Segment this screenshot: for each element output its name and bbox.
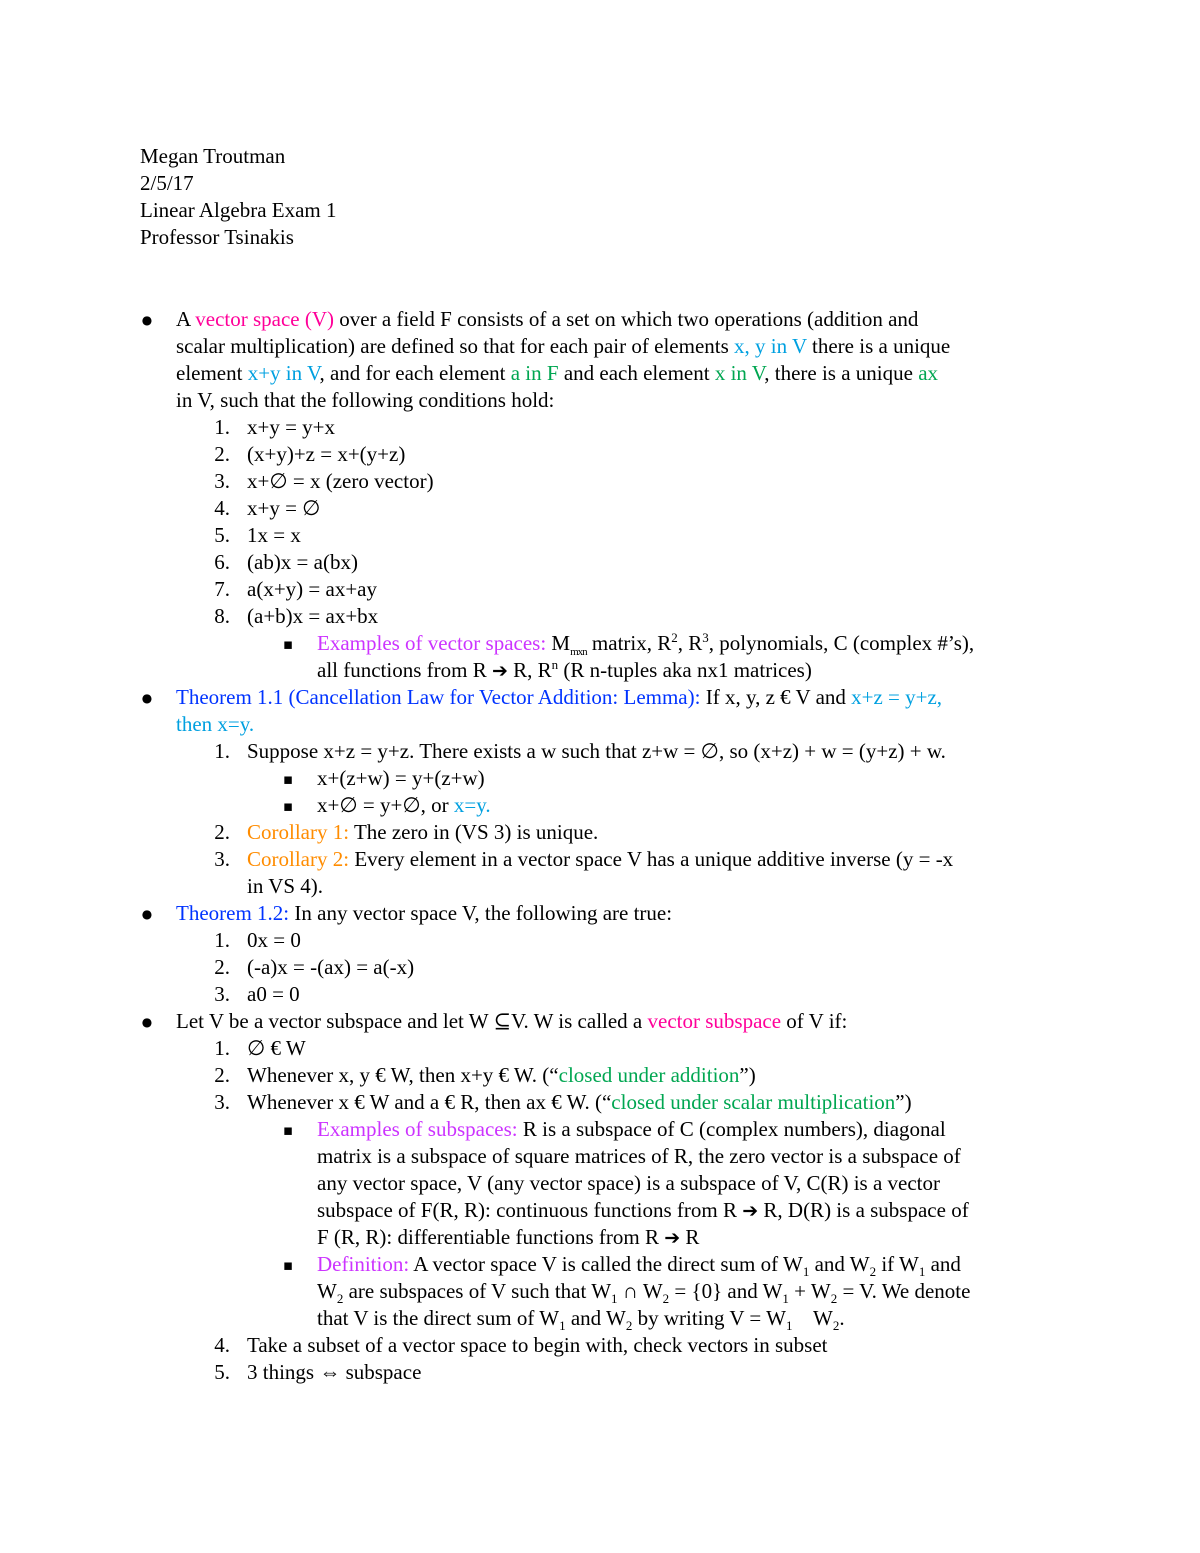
list-number: 1. [214, 739, 230, 763]
list-number: 7. [214, 577, 230, 601]
examples-vector-spaces-cont: all functions from R ➔ R, $R^n$ (R n-tuples aka nx1 matrices) [317, 657, 812, 682]
sub-item: x+∅ = y+∅, or x=y. [317, 793, 491, 817]
list-item: (x+y)+z = x+(y+z) [247, 442, 406, 466]
list-number: 3. [214, 1090, 230, 1114]
examples-vector-spaces: Examples of vector spaces: $M_{mxn}$ matrix, $R^2$, $R^3$, polynomials, C (complex #’s), [317, 630, 975, 659]
list-item: Suppose x+z = y+z. There exists a w such that z+w = ∅, so (x+z) + w = (y+z) + w. [247, 739, 946, 763]
definition-direct-sum: Definition: A vector space V is called the direct sum of $W_1$ and $W_2$ if $W_1$ and [317, 1252, 961, 1280]
professor-name: Professor Tsinakis [140, 225, 294, 249]
list-item: Whenever x € W and a € R, then ax € W. (“closed under scalar multiplication”) [247, 1090, 912, 1114]
list-item: Take a subset of a vector space to begin with, check vectors in subset [247, 1333, 828, 1357]
list-item: (ab)x = a(bx) [247, 550, 358, 574]
list-number: 4. [214, 1333, 230, 1357]
course-title: Linear Algebra Exam 1 [140, 198, 337, 222]
list-item: (a+b)x = ax+bx [247, 604, 379, 628]
right-arrow-icon: ➔ [742, 1200, 759, 1222]
list-item: (-a)x = -(ax) = a(-x) [247, 955, 415, 979]
list-number: 2. [214, 1063, 230, 1087]
square-bullet-icon [282, 765, 294, 794]
list-number: 2. [214, 820, 230, 844]
theorem-1-2: Theorem 1.2: In any vector space V, the following are true: [176, 901, 673, 925]
list-item: 1x = x [247, 523, 301, 547]
corollary-2: Corollary 2: Every element in a vector space V has a unique additive inverse (y = -x [247, 847, 954, 871]
list-number: 6. [214, 550, 230, 574]
bullet-icon [140, 900, 154, 930]
theorem-1-1: Theorem 1.1 (Cancellation Law for Vector Addition: Lemma): If x, y, z € V and x+z = y+z, [176, 685, 943, 709]
term-vector-space: vector space (V) [195, 307, 335, 331]
corollary-1: Corollary 1: The zero in (VS 3) is unique. [247, 820, 599, 844]
list-number: 3. [214, 847, 230, 871]
bullet-icon [140, 1008, 154, 1038]
examples-subspaces-cont: F (R, R): differentiable functions from R ➔ R [317, 1225, 700, 1249]
list-number: 1. [214, 415, 230, 439]
b1-line-1: A vector space (V) over a field F consists of a set on which two operations (addition and [176, 307, 919, 331]
list-item: a0 = 0 [247, 982, 300, 1006]
right-arrow-icon: ➔ [491, 660, 508, 682]
examples-subspaces-cont: matrix is a subspace of square matrices of R, the zero vector is a subspace of [317, 1144, 961, 1168]
list-item: a(x+y) = ax+ay [247, 577, 377, 601]
list-number: 8. [214, 604, 230, 628]
list-item: x+∅ = x (zero vector) [247, 469, 434, 493]
list-item: 0x = 0 [247, 928, 301, 952]
square-bullet-icon [282, 630, 294, 659]
list-number: 2. [214, 442, 230, 466]
corollary-2-cont: in VS 4). [247, 874, 324, 898]
list-number: 3. [214, 982, 230, 1006]
b1-line-4: in V, such that the following conditions hold: [176, 388, 555, 412]
theorem-1-1-cont: then x=y. [176, 712, 255, 736]
list-item: ∅ € W [247, 1036, 306, 1060]
list-number: 1. [214, 1036, 230, 1060]
definition-direct-sum-cont: $W_2$ are subspaces of V such that $W_1$ ∩ $W_2 = \{0\}$ and $W_1 + W_2 = V$. We denote [317, 1279, 971, 1307]
date: 2/5/17 [140, 171, 194, 195]
examples-subspaces-cont: subspace of F(R, R): continuous functions from R ➔ R, D(R) is a subspace of [317, 1198, 969, 1222]
right-arrow-icon: ➔ [664, 1227, 681, 1249]
list-number: 5. [214, 523, 230, 547]
list-number: 2. [214, 955, 230, 979]
examples-subspaces: Examples of subspaces: R is a subspace of C (complex numbers), diagonal [317, 1117, 946, 1141]
square-bullet-icon [282, 1116, 294, 1145]
bullet-icon [140, 306, 154, 336]
list-number: 3. [214, 469, 230, 493]
list-item: Whenever x, y € W, then x+y € W. (“closed under addition”) [247, 1063, 756, 1087]
list-item: x+y = y+x [247, 415, 336, 439]
list-item: x+y = ∅ [247, 496, 321, 520]
square-bullet-icon [282, 1251, 294, 1280]
list-number: 5. [214, 1360, 230, 1384]
list-item: 3 things ⇔ subspace [247, 1360, 422, 1384]
square-bullet-icon [282, 792, 294, 821]
subspace-intro: Let V be a vector subspace and let W ⊆V. W is called a vector subspace of V if: [176, 1009, 848, 1033]
b1-line-3: element x+y in V, and for each element a in F and each element x in V, there is a unique ax [176, 361, 939, 385]
b1-line-2: scalar multiplication) are defined so that for each pair of elements x, y in V there is a unique [176, 334, 951, 358]
header-block [140, 143, 337, 251]
bullet-icon [140, 684, 154, 714]
list-number: 4. [214, 496, 230, 520]
definition-direct-sum-cont: that V is the direct sum of $W_1$ and $W_2$ by writing $V = W_1$ $W_2$. [317, 1306, 845, 1334]
sub-item: x+(z+w) = y+(z+w) [317, 766, 485, 790]
examples-subspaces-cont: any vector space, V (any vector space) is a subspace of V, C(R) is a vector [317, 1171, 940, 1195]
author-name: Megan Troutman [140, 144, 286, 168]
list-number: 1. [214, 928, 230, 952]
